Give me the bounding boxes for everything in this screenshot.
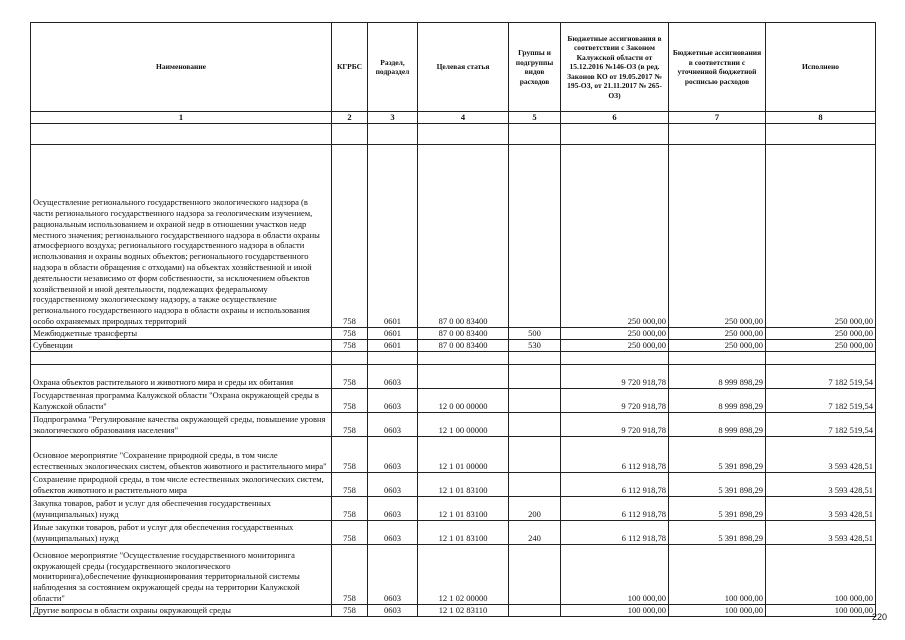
row-executed: 7 182 519,54 xyxy=(766,388,876,412)
row-section: 0603 xyxy=(368,436,418,472)
budget-table xyxy=(30,22,876,617)
row-budget-law: 250 000,00 xyxy=(561,327,669,339)
row-kgrbs: 758 xyxy=(332,412,368,436)
row-target: 12 1 00 00000 xyxy=(418,412,509,436)
row-target: 12 1 01 83100 xyxy=(418,496,509,520)
table-row xyxy=(31,472,876,496)
row-target: 12 1 01 83100 xyxy=(418,472,509,496)
row-section: 0603 xyxy=(368,472,418,496)
spacer-cell xyxy=(31,123,332,144)
row-budget-refined: 5 391 898,29 xyxy=(669,496,766,520)
row-budget-refined: 100 000,00 xyxy=(669,544,766,604)
header-section: Раздел, подраздел xyxy=(368,23,418,112)
row-executed: 3 593 428,51 xyxy=(766,436,876,472)
header-groups: Группы и подгруппы видов расходов xyxy=(509,23,561,112)
row-budget-refined: 8 999 898,29 xyxy=(669,412,766,436)
table-row xyxy=(31,520,876,544)
table-row xyxy=(31,544,876,604)
spacer-cell xyxy=(766,351,876,364)
table-body xyxy=(31,123,876,616)
table-row xyxy=(31,339,876,351)
row-executed: 3 593 428,51 xyxy=(766,520,876,544)
spacer-cell xyxy=(332,123,368,144)
row-section: 0603 xyxy=(368,364,418,388)
table-row xyxy=(31,496,876,520)
row-target: 12 1 01 00000 xyxy=(418,436,509,472)
row-name: Подпрограмма "Регулирование качества окружающей среды, повышение уровня экологического образования населения" xyxy=(31,412,332,436)
row-section: 0601 xyxy=(368,327,418,339)
row-kgrbs: 758 xyxy=(332,496,368,520)
row-budget-refined: 250 000,00 xyxy=(669,144,766,327)
row-target: 12 1 02 83110 xyxy=(418,604,509,616)
row-group xyxy=(509,436,561,472)
row-kgrbs: 758 xyxy=(332,472,368,496)
row-budget-refined: 250 000,00 xyxy=(669,339,766,351)
row-budget-refined: 8 999 898,29 xyxy=(669,388,766,412)
row-name: Основное мероприятие "Сохранение природной среды, в том числе естественных экологических систем, объектов животного и растительного мира" xyxy=(31,436,332,472)
row-budget-law: 9 720 918,78 xyxy=(561,364,669,388)
row-group: 500 xyxy=(509,327,561,339)
row-section: 0603 xyxy=(368,496,418,520)
row-group: 200 xyxy=(509,496,561,520)
spacer-cell xyxy=(418,351,509,364)
row-executed: 250 000,00 xyxy=(766,327,876,339)
row-group xyxy=(509,604,561,616)
table-row xyxy=(31,144,876,327)
row-target: 87 0 00 83400 xyxy=(418,339,509,351)
spacer-cell xyxy=(669,351,766,364)
row-budget-law: 6 112 918,78 xyxy=(561,496,669,520)
row-name: Охрана объектов растительного и животного мира и среды их обитания xyxy=(31,364,332,388)
row-target: 87 0 00 83400 xyxy=(418,144,509,327)
row-kgrbs: 758 xyxy=(332,144,368,327)
row-group: 530 xyxy=(509,339,561,351)
row-budget-law: 6 112 918,78 xyxy=(561,520,669,544)
header-row xyxy=(31,23,876,112)
row-budget-law: 6 112 918,78 xyxy=(561,472,669,496)
row-group xyxy=(509,144,561,327)
spacer-cell xyxy=(509,351,561,364)
row-executed: 7 182 519,54 xyxy=(766,412,876,436)
row-section: 0603 xyxy=(368,412,418,436)
row-name: Государственная программа Калужской области "Охрана окружающей среды в Калужской области" xyxy=(31,388,332,412)
row-budget-law: 100 000,00 xyxy=(561,604,669,616)
row-group xyxy=(509,388,561,412)
row-section: 0601 xyxy=(368,339,418,351)
row-kgrbs: 758 xyxy=(332,436,368,472)
table-row xyxy=(31,388,876,412)
row-target: 12 1 02 00000 xyxy=(418,544,509,604)
spacer-row xyxy=(31,351,876,364)
row-section: 0603 xyxy=(368,544,418,604)
spacer-cell xyxy=(31,351,332,364)
row-budget-refined: 100 000,00 xyxy=(669,604,766,616)
row-section: 0603 xyxy=(368,604,418,616)
row-budget-refined: 8 999 898,29 xyxy=(669,364,766,388)
row-name: Осуществление регионального государственного экологического надзора (в части регионального государственного надзора за геологическим изучением, рациональным использованием и охраной недр в отношении участков недр местного значения; регионального государственного надзора в области охраны атмосферного воздуха; регионального государственного надзора в области использования и охраны водных объектов; регионального государственного надзора в области обращения с отходами) на объектах хозяйственной и иной деятельности независимо от форм собственности, за исключением объектов хозяйственной и иной деятельности, подлежащих федеральному государственному экологическому надзору, а также осуществление регионального государственного надзора в области охраны и использования особо охраняемых природных территорий xyxy=(31,144,332,327)
header-kgrbs: КГРБС xyxy=(332,23,368,112)
row-kgrbs: 758 xyxy=(332,339,368,351)
table-row xyxy=(31,364,876,388)
column-numbers-row xyxy=(31,112,876,124)
spacer-cell xyxy=(418,123,509,144)
row-kgrbs: 758 xyxy=(332,544,368,604)
row-target: 87 0 00 83400 xyxy=(418,327,509,339)
header-budget-law: Бюджетные ассигнования в соответствии с Законом Калужской области от 15.12.2016 №146-ОЗ (в ред. Законов КО от 19.05.2017 № 195-ОЗ, от 21.11.2017 № 265-ОЗ) xyxy=(561,23,669,112)
row-kgrbs: 758 xyxy=(332,388,368,412)
header-target: Целевая статья xyxy=(418,23,509,112)
spacer-cell xyxy=(368,123,418,144)
row-section: 0601 xyxy=(368,144,418,327)
spacer-cell xyxy=(561,351,669,364)
spacer-cell xyxy=(368,351,418,364)
column-number: 3 xyxy=(368,112,418,124)
row-name: Основное мероприятие "Осуществление государственного мониторинга окружающей среды (государственного экологического мониторинга),обеспечение функционирования территориальной системы наблюдения за состоянием окружающей среды на территории Калужской области" xyxy=(31,544,332,604)
column-number: 2 xyxy=(332,112,368,124)
row-executed: 3 593 428,51 xyxy=(766,496,876,520)
row-executed: 100 000,00 xyxy=(766,544,876,604)
spacer-row xyxy=(31,123,876,144)
row-budget-law: 100 000,00 xyxy=(561,544,669,604)
row-budget-refined: 5 391 898,29 xyxy=(669,436,766,472)
row-executed: 3 593 428,51 xyxy=(766,472,876,496)
spacer-cell xyxy=(561,123,669,144)
spacer-cell xyxy=(766,123,876,144)
column-number: 4 xyxy=(418,112,509,124)
row-group xyxy=(509,364,561,388)
row-kgrbs: 758 xyxy=(332,364,368,388)
row-budget-law: 250 000,00 xyxy=(561,339,669,351)
row-budget-law: 9 720 918,78 xyxy=(561,412,669,436)
row-budget-law: 9 720 918,78 xyxy=(561,388,669,412)
row-kgrbs: 758 xyxy=(332,604,368,616)
row-target: 12 0 00 00000 xyxy=(418,388,509,412)
row-kgrbs: 758 xyxy=(332,520,368,544)
row-name: Другие вопросы в области охраны окружающей среды xyxy=(31,604,332,616)
row-name: Иные закупки товаров, работ и услуг для обеспечения государственных (муниципальных) нужд xyxy=(31,520,332,544)
header-budget-refined: Бюджетные ассигнования в соответствии с уточненной бюджетной росписью расходов xyxy=(669,23,766,112)
row-executed: 7 182 519,54 xyxy=(766,364,876,388)
row-name: Межбюджетные трансферты xyxy=(31,327,332,339)
spacer-cell xyxy=(669,123,766,144)
header-name: Наименование xyxy=(31,23,332,112)
row-target: 12 1 01 83100 xyxy=(418,520,509,544)
row-name: Субвенции xyxy=(31,339,332,351)
row-group xyxy=(509,472,561,496)
column-number: 7 xyxy=(669,112,766,124)
row-group: 240 xyxy=(509,520,561,544)
spacer-cell xyxy=(509,123,561,144)
row-group xyxy=(509,412,561,436)
row-section: 0603 xyxy=(368,520,418,544)
row-budget-law: 250 000,00 xyxy=(561,144,669,327)
row-target xyxy=(418,364,509,388)
row-group xyxy=(509,544,561,604)
column-number: 6 xyxy=(561,112,669,124)
row-name: Закупка товаров, работ и услуг для обеспечения государственных (муниципальных) нужд xyxy=(31,496,332,520)
row-executed: 250 000,00 xyxy=(766,339,876,351)
column-number: 8 xyxy=(766,112,876,124)
row-budget-refined: 5 391 898,29 xyxy=(669,520,766,544)
table-row xyxy=(31,412,876,436)
spacer-cell xyxy=(332,351,368,364)
header-executed: Исполнено xyxy=(766,23,876,112)
row-budget-refined: 5 391 898,29 xyxy=(669,472,766,496)
row-budget-law: 6 112 918,78 xyxy=(561,436,669,472)
table-row xyxy=(31,604,876,616)
row-budget-refined: 250 000,00 xyxy=(669,327,766,339)
row-executed: 100 000,00 xyxy=(766,604,876,616)
row-executed: 250 000,00 xyxy=(766,144,876,327)
column-number: 1 xyxy=(31,112,332,124)
column-number: 5 xyxy=(509,112,561,124)
row-name: Сохранение природной среды, в том числе естественных экологических систем, объектов животного и растительного мира xyxy=(31,472,332,496)
table-row xyxy=(31,327,876,339)
row-section: 0603 xyxy=(368,388,418,412)
table-row xyxy=(31,436,876,472)
row-kgrbs: 758 xyxy=(332,327,368,339)
page-number: 220 xyxy=(871,612,887,622)
